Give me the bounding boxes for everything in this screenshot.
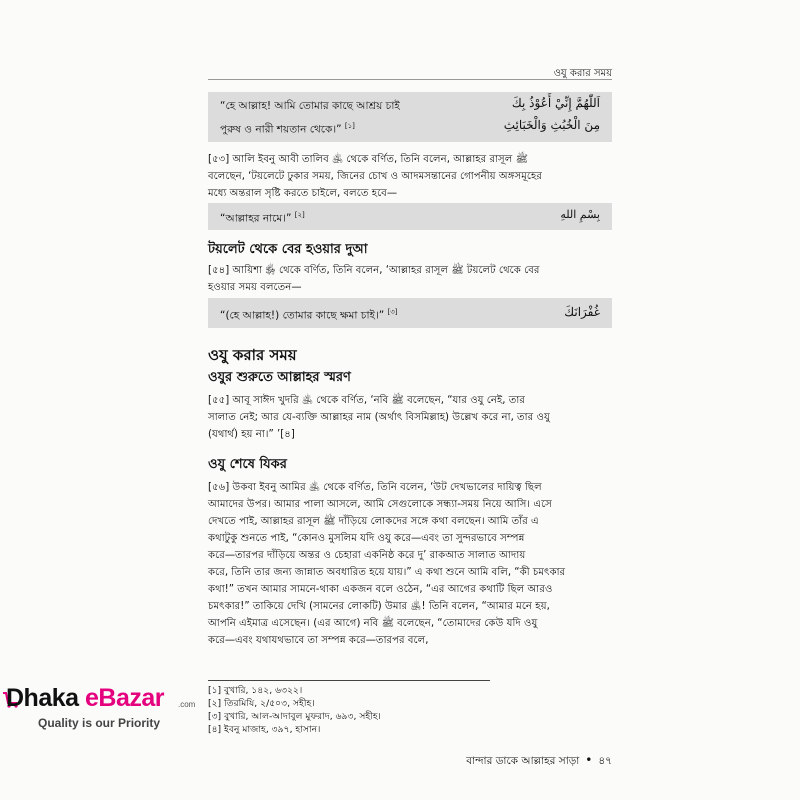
hadith-56-line-6: করে, তিনি তার জন্য জান্নাত অবধারিত হয়ে যায়।” এ কথা শুনে আমি বলি, “কী চমৎকার bbox=[208, 567, 566, 578]
hadith-55-line-3: (যথার্থ) হয় না।” ’[৪] bbox=[208, 429, 295, 440]
logo-tagline: Quality is our Priority bbox=[38, 716, 161, 730]
logo-part-1: Dhaka bbox=[6, 684, 85, 712]
section-title: ওযু করার সময় bbox=[208, 346, 297, 364]
running-head: ওযু করার সময় bbox=[553, 68, 612, 79]
hadith-56-line-8: চমৎকার!” তাকিয়ে দেখি (সামনের লোকটি) উমার ﵁! তিনি বলেন, “আমার মনে হয়, bbox=[208, 601, 550, 612]
hadith-53 bbox=[208, 151, 612, 202]
dua-arabic: غُفْرَانَكَ bbox=[564, 305, 600, 319]
logo-part-2: eBazar bbox=[84, 684, 164, 712]
footnote-ref-1: [১] bbox=[344, 122, 355, 130]
hadith-55-line-2: সালাত নেই; আর যে-ব্যক্তি আল্লাহর নাম (অর্থাৎ বিসমিল্লাহ) উল্লেখ করে না, তার ওযু bbox=[208, 412, 550, 423]
hadith-54 bbox=[208, 262, 612, 296]
dua-arabic: بِسْمِ اللهِ bbox=[560, 208, 600, 221]
folio-bullet: • bbox=[585, 753, 593, 767]
dhakaebazar-logo bbox=[6, 684, 196, 734]
hadith-54-line-1: [৫৪] আয়িশা ﵂ থেকে বর্ণিত, তিনি বলেন, ‘আল্লাহর রাসূল ﷺ টয়লেট থেকে বের bbox=[208, 265, 540, 276]
dua-translation-text: “আল্লাহর নামে।” bbox=[220, 212, 292, 225]
footnote-ref-3: [৩] bbox=[387, 308, 398, 316]
hadith-55-line-1: [৫৫] আবূ সাঈদ খুদরি ﵁ থেকে বর্ণিত, ‘নবি ﷺ বলেছেন, “যার ওযু নেই, তার bbox=[208, 395, 525, 406]
hadith-56-line-7: কথা!” তখন আমার সামনে-থাকা একজন বলে ওঠেন, “এর আগের কথাটি ছিল আরও bbox=[208, 584, 553, 595]
dua-box-3 bbox=[208, 298, 612, 328]
dua-translation-line-1: “হে আল্লাহ! আমি তোমার কাছে আশ্রয় চাই bbox=[220, 100, 400, 112]
heading-wudu-start: ওযুর শুরুতে আল্লাহর স্মরণ bbox=[208, 370, 351, 385]
footnote-ref-2: [২] bbox=[294, 211, 305, 219]
footnote-1: [১] বুখারি, ১৪২, ৬৩২২। bbox=[208, 685, 303, 696]
footnote-3: [৩] বুখারি, আল-আদাবুল মুফরাদ, ৬৯৩, সহীহ। bbox=[208, 711, 381, 722]
heading-exit-dua: টয়লেট থেকে বের হওয়ার দুআ bbox=[208, 242, 368, 257]
hadith-56-line-3: দেখতে পাই, আল্লাহর রাসূল ﷺ দাঁড়িয়ে লোকদের সঙ্গে কথা বলছেন। আমি তাঁর এ bbox=[208, 516, 539, 527]
hadith-56-line-9: আপনি এইমাত্র এসেছেন। (এর আগে) নবি ﷺ বলেছেন, “তোমাদের কেউ যদি ওযু bbox=[208, 618, 538, 629]
header-rule bbox=[208, 79, 612, 80]
folio bbox=[466, 753, 612, 771]
book-title: বান্দার ডাকে আল্লাহর সাড়া bbox=[466, 755, 580, 767]
hadith-53-line-3: মধ্যে অন্তরাল সৃষ্টি করতে চাইলে, বলতে হবে— bbox=[208, 188, 398, 199]
hadith-53-line-2: বলেছেন, ‘টয়লেটে ঢুকার সময়, জিনের চোখ ও আদমসন্তানের গোপনীয় অঙ্গসমূহের bbox=[208, 171, 542, 182]
heading-wudu-end: ওযু শেষে যিকর bbox=[208, 457, 287, 472]
dua-box-1 bbox=[208, 92, 612, 142]
hadith-55 bbox=[208, 392, 612, 443]
dua-translation-line-2 bbox=[220, 120, 355, 140]
footnote-2: [২] তিরমিযি, ২/৫০৩, সহীহ। bbox=[208, 698, 315, 709]
dua-arabic-line-2: مِنَ الْخُبُثِ وَالْخَبَائِثِ bbox=[503, 118, 600, 132]
dua-translation-text: পুরুষ ও নারী শয়তান থেকে।” bbox=[220, 123, 342, 136]
footnote-4: [৪] ইবনু মাজাহ, ৩৯৭, হাসান। bbox=[208, 724, 321, 735]
page-number: ৪৭ bbox=[598, 755, 612, 767]
hadith-54-line-2: হওয়ার সময় বলতেন— bbox=[208, 282, 302, 293]
hadith-56-line-5: করে—তারপর দাঁড়িয়ে অন্তর ও চেহারা একনিষ্ঠ করে দু’ রাকআত সালাত আদায় bbox=[208, 550, 526, 561]
hadith-56 bbox=[208, 479, 612, 649]
logo-suffix: .com bbox=[178, 700, 196, 709]
hadith-53-line-1: [৫৩] আলি ইবনু আবী তালিব ﵁ থেকে বর্ণিত, তিনি বলেন, আল্লাহর রাসূল ﷺ bbox=[208, 154, 528, 165]
logo-wordmark bbox=[6, 684, 164, 713]
dua-translation bbox=[220, 209, 305, 229]
hadith-56-line-2: আমাদের উপর। আমার পালা আসলে, আমি সেগুলোকে সন্ধ্যা-সময় নিয়ে আসি। এসে bbox=[208, 499, 552, 510]
hadith-56-line-10: করে—এবং যথাযথভাবে তা সম্পন্ন করে—তারপর বলে, bbox=[208, 635, 429, 646]
dua-translation-text: “(হে আল্লাহ!) তোমার কাছে ক্ষমা চাই।” bbox=[220, 309, 385, 322]
footnote-rule bbox=[208, 680, 490, 681]
footnotes bbox=[208, 684, 381, 736]
dua-translation bbox=[220, 306, 398, 326]
hadith-56-line-1: [৫৬] উকবা ইবনু আমির ﵁ থেকে বর্ণিত, তিনি বলেন, ‘উট দেখভালের দায়িত্ব ছিল bbox=[208, 482, 542, 493]
dua-arabic-line-1: اَللّٰهُمَّ إِنِّيْ أَعُوْذُ بِكَ bbox=[511, 96, 600, 110]
dua-box-2 bbox=[208, 203, 612, 230]
hadith-56-line-4: কথাটুকু শুনতে পাই, “কোনও মুসলিম যদি ওযু করে—এবং তা সুন্দরভাবে সম্পন্ন bbox=[208, 533, 525, 544]
